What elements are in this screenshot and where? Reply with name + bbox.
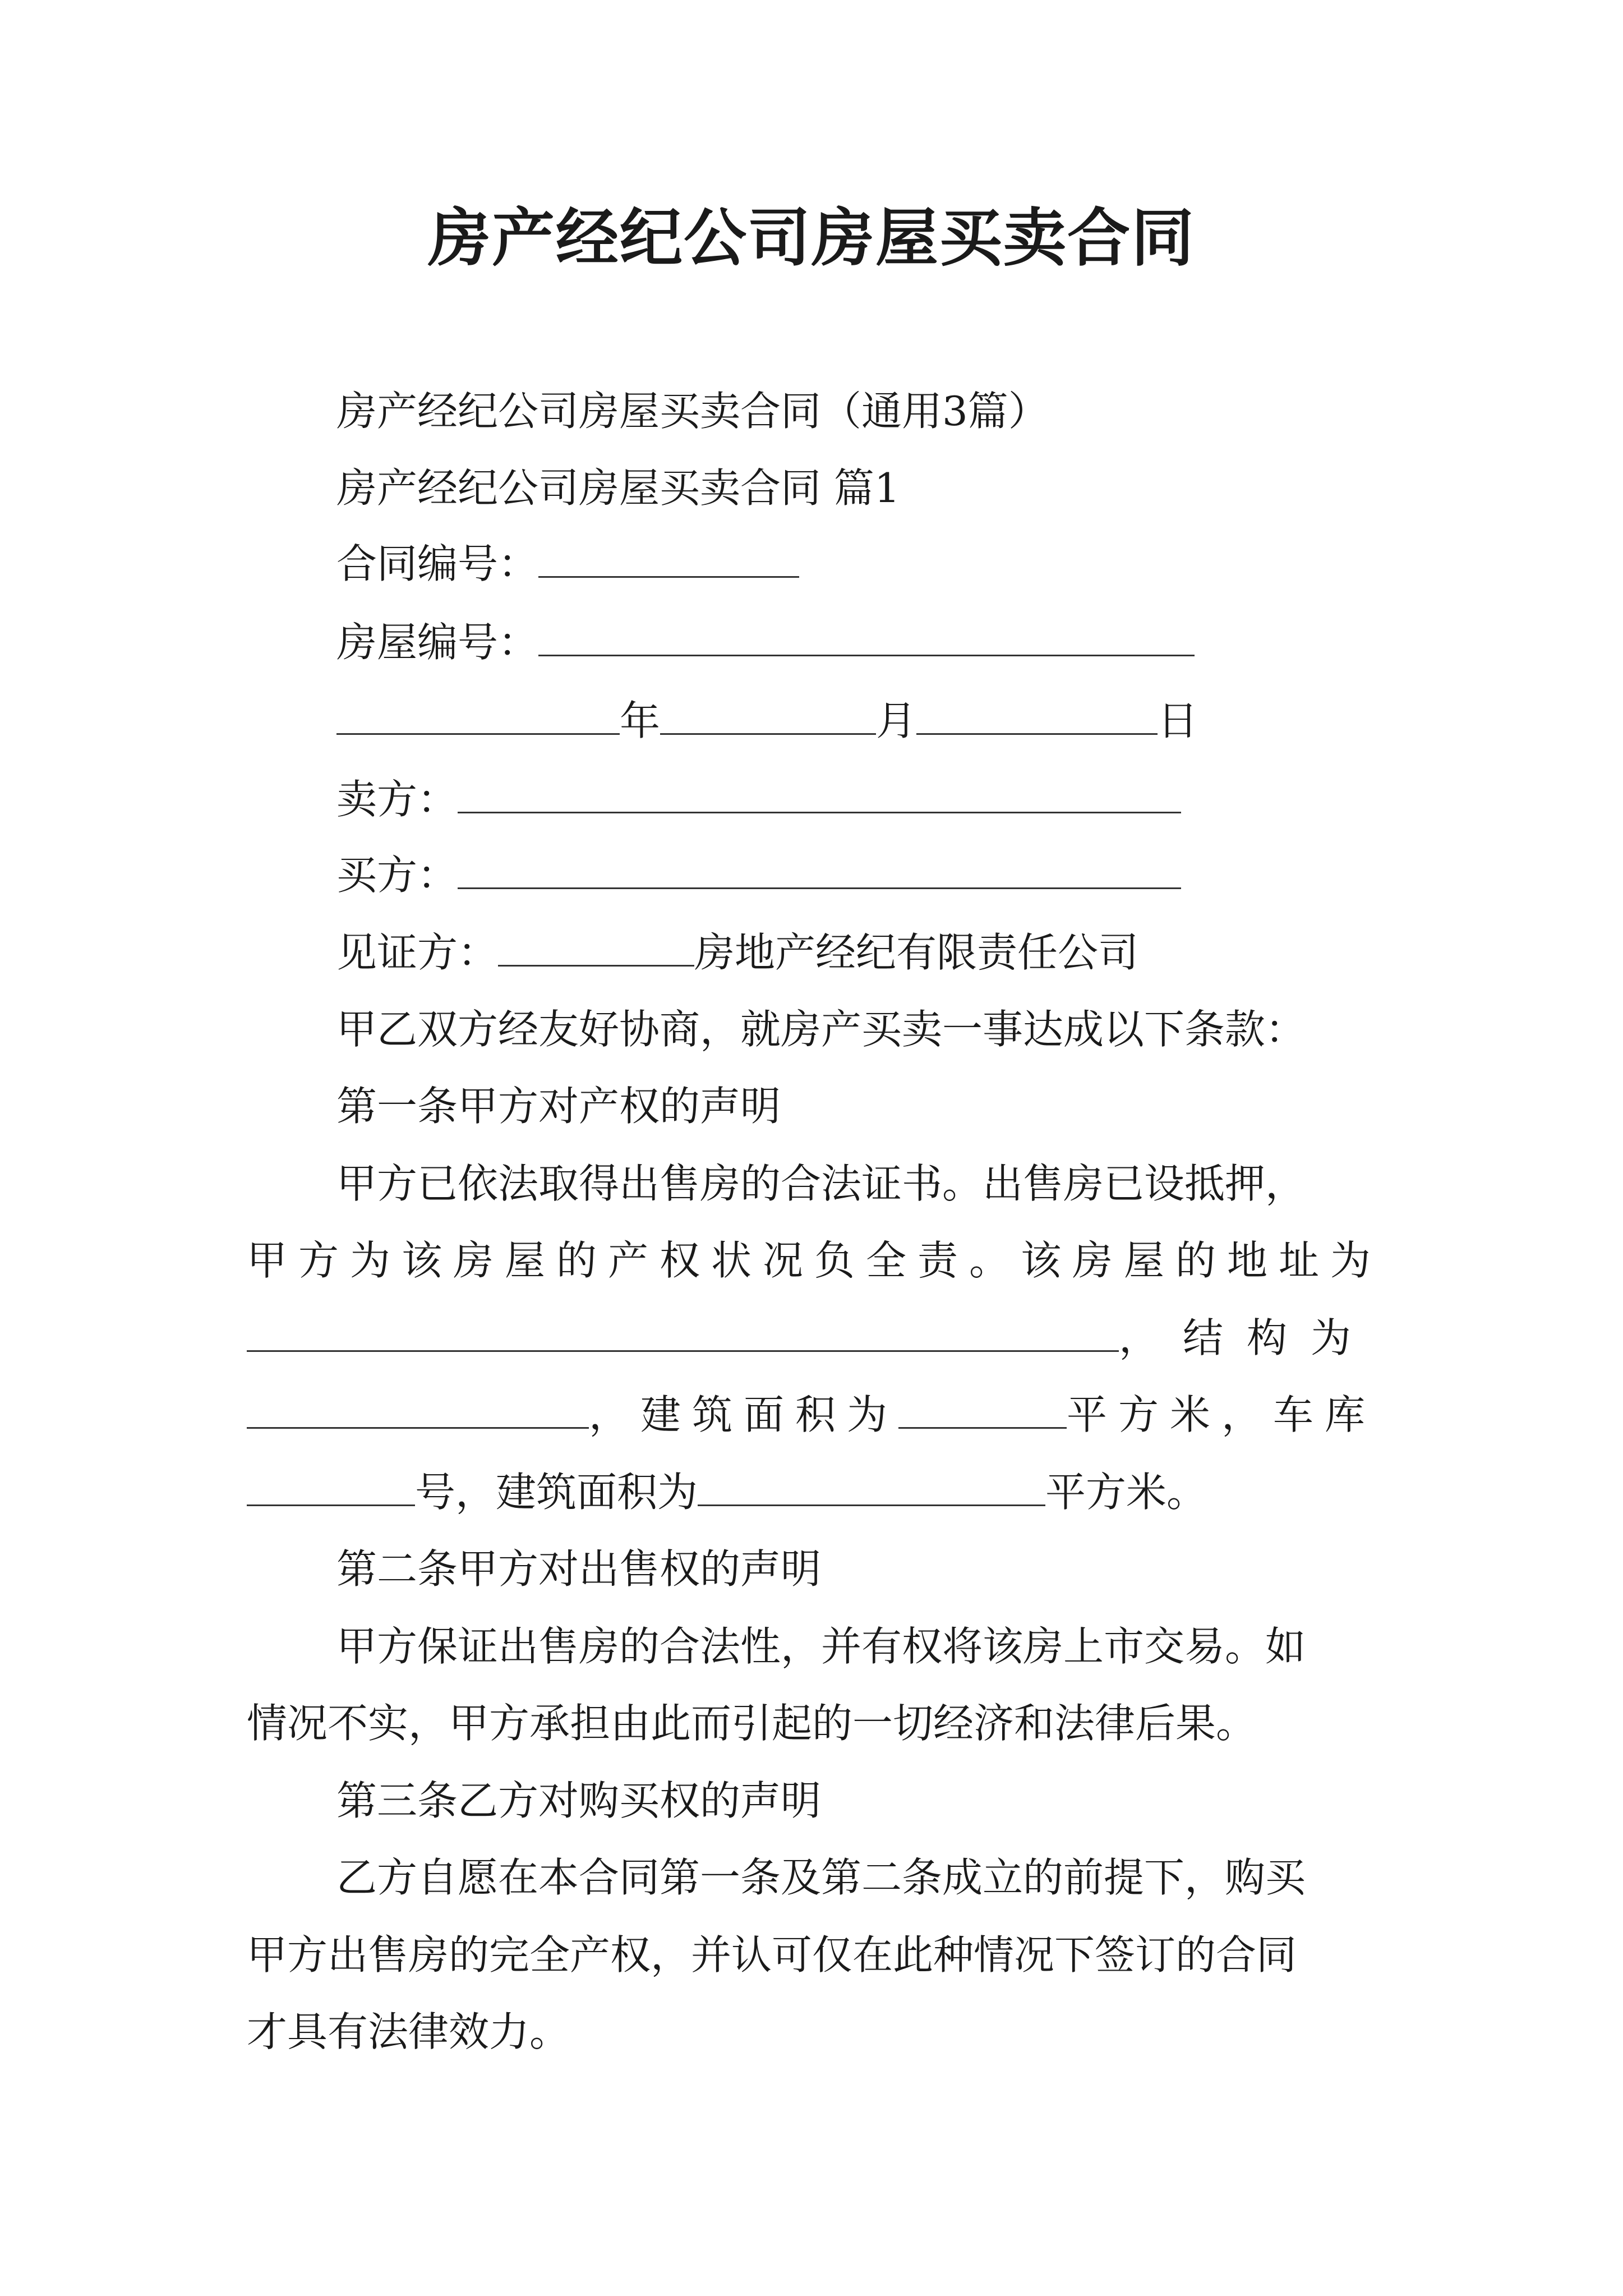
garage-area-unit: 平方米。 — [1045, 1469, 1207, 1516]
month-blank[interactable] — [660, 698, 876, 735]
structure-blank[interactable] — [247, 1392, 589, 1429]
garage-area-blank[interactable] — [698, 1470, 1045, 1506]
area-label: ，建筑面积为 — [589, 1391, 899, 1438]
buyer-blank[interactable] — [458, 853, 1181, 889]
seller-label: 卖方： — [336, 776, 458, 823]
article2-heading: 第二条甲方对出售权的声明 — [336, 1545, 822, 1593]
month-label: 月 — [876, 697, 917, 744]
day-label: 日 — [1158, 697, 1198, 744]
year-label: 年 — [620, 697, 661, 744]
article1-line1: 甲方已依法取得出售房的合法证书。出售房已设抵押， — [336, 1160, 1306, 1207]
article3-line3: 才具有法律效力。 — [247, 2008, 570, 2055]
house-no-blank[interactable] — [538, 620, 1195, 656]
article1-heading: 第一条甲方对产权的声明 — [336, 1083, 781, 1130]
house-no-line — [336, 614, 1195, 670]
article1-line5 — [247, 1464, 1207, 1520]
article1-line2: 甲方为该房屋的产权状况负全责。该房屋的地址为 — [247, 1237, 1382, 1284]
article3-heading: 第三条乙方对购买权的声明 — [336, 1777, 822, 1824]
article3-line2: 甲方出售房的完全产权，并认可仅在此种情况下签订的合同 — [247, 1931, 1297, 1978]
buyer-label: 买方： — [336, 852, 458, 899]
garage-area-label: 号，建筑面积为 — [415, 1469, 698, 1516]
year-blank[interactable] — [336, 698, 620, 735]
document-title: 房产经纪公司房屋买卖合同 — [428, 201, 1195, 275]
area-blank[interactable] — [898, 1392, 1067, 1429]
part-label: 房产经纪公司房屋买卖合同 篇1 — [336, 464, 900, 512]
garage-label: 平方米，车库 — [1067, 1391, 1377, 1438]
structure-label: ，结构为 — [1119, 1314, 1375, 1361]
witness-line — [336, 924, 1138, 981]
day-blank[interactable] — [916, 698, 1158, 735]
witness-suffix: 房地产经纪有限责任公司 — [694, 929, 1139, 976]
intro-paragraph: 甲乙双方经友好协商，就房产买卖一事达成以下条款： — [336, 1006, 1306, 1053]
house-no-label: 房屋编号： — [336, 619, 539, 666]
article2-line1: 甲方保证出售房的合法性，并有权将该房上市交易。如 — [336, 1623, 1306, 1670]
witness-label: 见证方： — [336, 929, 499, 976]
date-line — [336, 693, 1198, 749]
buyer-line — [336, 847, 1181, 903]
garage-no-blank[interactable] — [247, 1470, 415, 1506]
seller-line — [336, 771, 1181, 827]
article1-line3 — [247, 1310, 1375, 1366]
article2-line2: 情况不实，甲方承担由此而引起的一切经济和法律后果。 — [247, 1700, 1257, 1747]
article1-line4 — [247, 1387, 1376, 1443]
seller-blank[interactable] — [458, 777, 1181, 813]
address-blank[interactable] — [247, 1315, 1119, 1352]
article3-line1: 乙方自愿在本合同第一条及第二条成立的前提下，购买 — [336, 1854, 1306, 1901]
witness-blank[interactable] — [498, 930, 694, 967]
document-subtitle: 房产经纪公司房屋买卖合同（通用3篇） — [336, 388, 1049, 435]
contract-no-line — [336, 536, 799, 592]
contract-no-label: 合同编号： — [336, 540, 539, 587]
contract-no-blank[interactable] — [538, 541, 799, 578]
